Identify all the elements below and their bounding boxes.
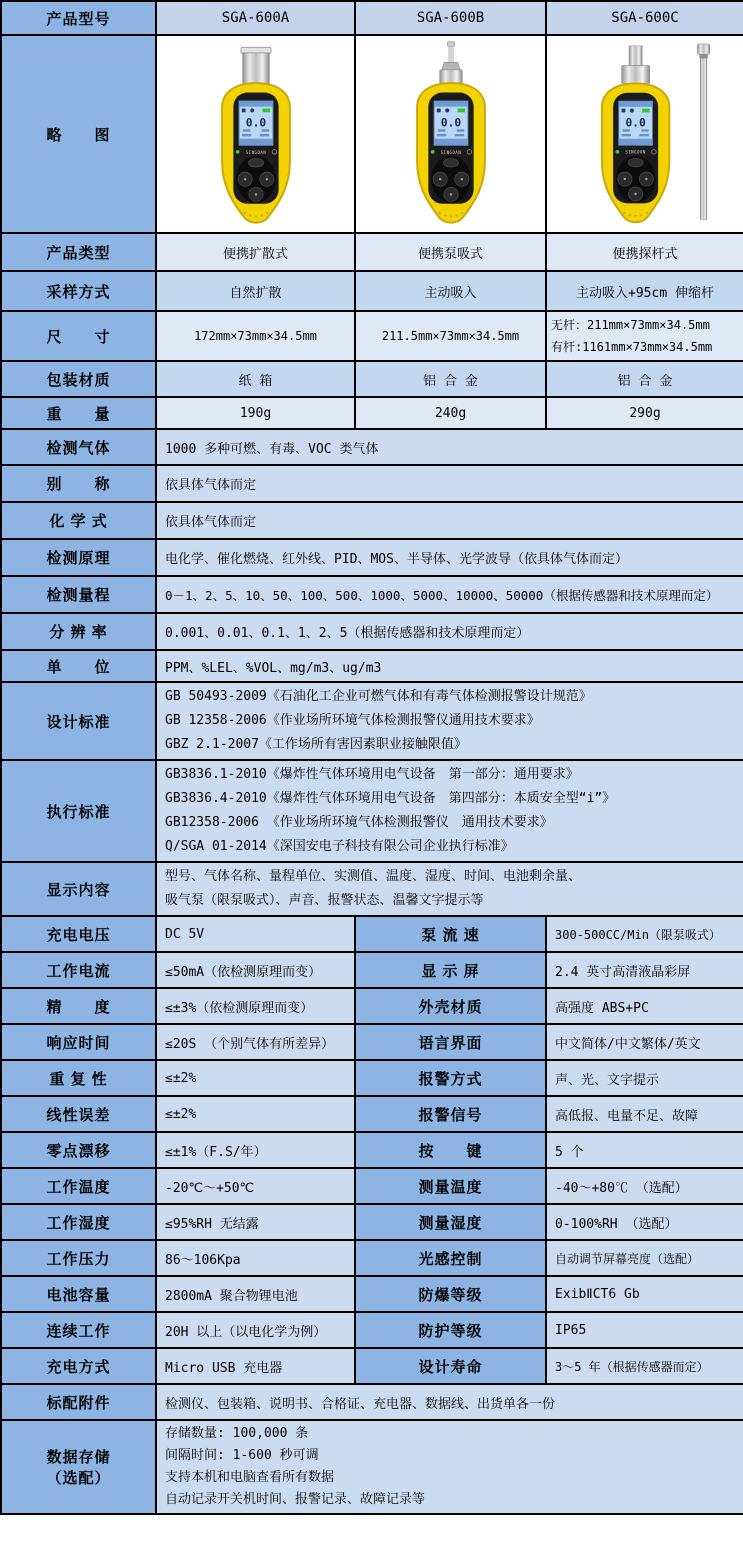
standard-line: GB 12358-2006《作业场所环境气体检测报警仪通用技术要求》 [165,713,540,728]
spec-label: 工作压力 [1,1240,156,1276]
probe-icon [622,46,650,84]
sketch-cell-sga-600c [546,35,743,233]
sketch-row [1,35,743,233]
metal-cap-icon [240,47,270,84]
keypad [431,156,471,203]
spec-value: 声、光、文字提示 [546,1060,743,1096]
spec-label: 电池容量 [1,1276,156,1312]
spec-label [1,1420,156,1514]
row-detect-gas [1,429,743,465]
battery-icon [642,109,650,113]
spec-value: 3～5 年（根据传感器而定） [546,1348,743,1384]
row-zero-drift-buttons [1,1132,743,1168]
spec-label: 显示内容 [1,862,156,916]
spec-value [156,682,743,760]
spec-value: 自动调节屏幕亮度（选配） [546,1240,743,1276]
standard-line: GB3836.4-2010《爆炸性气体环境用电气设备 第四部分：本质安全型“i”》 [165,791,616,806]
spec-label: 设计寿命 [355,1348,546,1384]
row-linearity-alarm-signal [1,1096,743,1132]
spec-value: 主动吸入+95cm 伸缩杆 [546,271,743,311]
dimension-line: 有杆:1161mm×73mm×34.5mm [551,340,713,354]
spec-value: 190g [156,397,355,429]
spec-label: 执行标准 [1,760,156,862]
device-image-sga-600a [190,41,322,227]
spec-label: 工作湿度 [1,1204,156,1240]
spec-label: 重 复 性 [1,1060,156,1096]
row-data-storage [1,1420,743,1514]
spec-value: -40～+80℃ （选配） [546,1168,743,1204]
spec-label: 单 位 [1,650,156,682]
spec-value: ≤±2% [156,1060,355,1096]
spec-value: ≤±3%（依检测原理而变） [156,988,355,1024]
spec-value: 高低报、电量不足、故障 [546,1096,743,1132]
device-image-sga-600c [570,41,720,227]
spec-value: ≤50mA（依检测原理而变） [156,952,355,988]
spec-value: ≤95%RH 无结露 [156,1204,355,1240]
sketch-label: 略 图 [1,35,156,233]
spec-value: Micro USB 充电器 [156,1348,355,1384]
spec-label: 工作温度 [1,1168,156,1204]
spec-value: ≤±1%（F.S/年） [156,1132,355,1168]
spec-label: 标配附件 [1,1384,156,1420]
spec-value: 纸 箱 [156,361,355,397]
spec-value [156,862,743,916]
speaker-icon [622,109,626,113]
row-dimensions [1,311,743,361]
battery-icon [262,109,270,113]
led-indicator [615,150,619,154]
storage-line: 存储数量: 100,000 条 [165,1426,309,1441]
spec-label: 测量湿度 [355,1204,546,1240]
row-working-humidity-measure-humidity [1,1204,743,1240]
model-sga-600c: SGA-600C [546,1,743,35]
spec-value: IP65 [546,1312,743,1348]
brand-text: SINGOAN [625,149,646,155]
speaker-icon [436,109,440,113]
brand-text: SINGOAN [440,149,461,155]
spec-label: 测量温度 [355,1168,546,1204]
pump-probe-icon [439,42,462,83]
row-design-standard [1,682,743,760]
spec-value: ExibⅡCT6 Gb [546,1276,743,1312]
row-battery-explosion-proof [1,1276,743,1312]
device-image-sga-600b [385,41,517,227]
spec-label: 外壳材质 [355,988,546,1024]
spec-value: 5 个 [546,1132,743,1168]
spec-value: 铝 合 金 [546,361,743,397]
row-working-current-display [1,952,743,988]
spec-value: 便携探杆式 [546,233,743,271]
storage-line: 支持本机和电脑查看所有数据 [165,1470,335,1485]
header-row [1,1,743,35]
spec-label: 线性误差 [1,1096,156,1132]
row-exec-standard [1,760,743,862]
spec-label: 连续工作 [1,1312,156,1348]
spec-value: DC 5V [156,916,355,952]
spec-label: 尺 寸 [1,311,156,361]
spec-label: 显 示 屏 [355,952,546,988]
row-accuracy-shell-material [1,988,743,1024]
spec-value: PPM、%LEL、%VOL、mg/m3、ug/m3 [156,650,743,682]
spec-label: 设计标准 [1,682,156,760]
spec-value: 0.001、0.01、0.1、1、2、5（根据传感器和技术原理而定） [156,613,743,650]
spec-value: 2800mA 聚合物锂电池 [156,1276,355,1312]
spec-value: 290g [546,397,743,429]
spec-value: 铝 合 金 [355,361,546,397]
row-repeatability-alarm-mode [1,1060,743,1096]
spec-value: -20℃～+50℃ [156,1168,355,1204]
spec-value: 便携泵吸式 [355,233,546,271]
row-continuous-work-protection [1,1312,743,1348]
row-sampling-method [1,271,743,311]
row-unit [1,650,743,682]
spec-label: 报警方式 [355,1060,546,1096]
model-sga-600a: SGA-600A [156,1,355,35]
row-working-temp-measure-temp [1,1168,743,1204]
fan-icon [445,108,449,112]
spec-label: 检测原理 [1,539,156,576]
spec-label: 充电方式 [1,1348,156,1384]
standard-line: GB 50493-2009《石油化工企业可燃气体和有毒气体检测报警设计规范》 [165,689,592,704]
sketch-cell-sga-600b [355,35,546,233]
spec-value: 0-100%RH （选配） [546,1204,743,1240]
spec-value: 检测仪、包装箱、说明书、合格证、充电器、数据线、出货单各一份 [156,1384,743,1420]
row-charging-voltage-pump-flow [1,916,743,952]
storage-line: 间隔时间: 1-600 秒可调 [165,1448,319,1463]
spec-value [156,760,743,862]
row-alias [1,465,743,502]
keypad [616,156,655,203]
row-resolution [1,613,743,650]
spec-label: 检测量程 [1,576,156,613]
spec-label: 采样方式 [1,271,156,311]
spec-value: 20H 以上（以电化学为例） [156,1312,355,1348]
spec-label: 响应时间 [1,1024,156,1060]
spec-value: ≤20S （个别气体有所差异） [156,1024,355,1060]
spec-value: 300-500CC/Min（限泵吸式） [546,916,743,952]
spec-label: 语言界面 [355,1024,546,1060]
spec-value: 自然扩散 [156,271,355,311]
row-accessories [1,1384,743,1420]
product-model-label: 产品型号 [1,1,156,35]
spec-label: 分 辨 率 [1,613,156,650]
row-detect-principle [1,539,743,576]
spec-value: 172mm×73mm×34.5mm [156,311,355,361]
screen-reading: 0.0 [440,116,461,130]
spec-value: 240g [355,397,546,429]
spec-value: 电化学、催化燃烧、红外线、PID、MOS、半导体、光学波导（依具体气体而定） [156,539,743,576]
brand-text: SINGOAN [245,149,266,155]
spec-label: 按 键 [355,1132,546,1168]
screen-reading: 0.0 [245,116,266,130]
fan-icon [630,109,634,113]
storage-label-line: （选配） [46,1470,111,1487]
spec-label: 泵 流 速 [355,916,546,952]
storage-label-line: 数据存储 [46,1449,111,1466]
screen-reading: 0.0 [625,116,646,130]
spec-value: 0－1、2、5、10、50、100、500、1000、5000、10000、50000（根据传感器和技术原理而定） [156,576,743,613]
row-charging-method-design-life [1,1348,743,1384]
row-working-pressure-light-control [1,1240,743,1276]
spec-value: 高强度 ABS+PC [546,988,743,1024]
standard-line: GB3836.1-2010《爆炸性气体环境用电气设备 第一部分：通用要求》 [165,767,579,782]
spec-value [546,311,743,361]
battery-icon [457,109,465,113]
row-detect-range [1,576,743,613]
spec-label: 光感控制 [355,1240,546,1276]
spec-label: 化 学 式 [1,502,156,539]
keypad [236,156,276,203]
spec-label: 报警信号 [355,1096,546,1132]
standard-line: GBZ 2.1-2007《工作场所有害因素职业接触限值》 [165,737,467,752]
spec-label: 工作电流 [1,952,156,988]
led-indicator [235,150,239,154]
spec-value [156,1420,743,1514]
sketch-cell-sga-600a [156,35,355,233]
row-display-content [1,862,743,916]
row-weight [1,397,743,429]
spec-value: 主动吸入 [355,271,546,311]
spec-value: 依具体气体而定 [156,502,743,539]
display-content-line: 吸气泵（限泵吸式）、声音、报警状态、温馨文字提示等 [165,893,484,908]
spec-value: 便携扩散式 [156,233,355,271]
spec-label: 检测气体 [1,429,156,465]
spec-label: 重 量 [1,397,156,429]
spec-value: 依具体气体而定 [156,465,743,502]
row-chemical-formula [1,502,743,539]
row-response-time-language [1,1024,743,1060]
spec-label: 防护等级 [355,1312,546,1348]
spec-value: 1000 多种可燃、有毒、VOC 类气体 [156,429,743,465]
spec-value: 211.5mm×73mm×34.5mm [355,311,546,361]
telescopic-rod-icon [698,44,710,219]
model-sga-600b: SGA-600B [355,1,546,35]
spec-label: 防爆等级 [355,1276,546,1312]
spec-value: 86～106Kpa [156,1240,355,1276]
dimension-line: 无杆：211mm×73mm×34.5mm [551,318,710,332]
spec-label: 零点漂移 [1,1132,156,1168]
spec-label: 充电电压 [1,916,156,952]
storage-line: 自动记录开关机时间、报警记录、故障记录等 [165,1492,426,1507]
speaker-icon [241,109,245,113]
led-indicator [430,150,434,154]
spec-label: 产品类型 [1,233,156,271]
spec-value: ≤±2% [156,1096,355,1132]
display-content-line: 型号、气体名称、量程单位、实测值、温度、湿度、时间、电池剩余量、 [165,869,582,884]
standard-line: Q/SGA 01-2014《深国安电子科技有限公司企业执行标准》 [165,839,514,854]
spec-value: 中文简体/中文繁体/英文 [546,1024,743,1060]
spec-label: 包装材质 [1,361,156,397]
fan-icon [250,108,254,112]
spec-label: 别 称 [1,465,156,502]
row-product-type [1,233,743,271]
row-packing-material [1,361,743,397]
spec-label: 精 度 [1,988,156,1024]
spec-value: 2.4 英寸高清液晶彩屏 [546,952,743,988]
standard-line: GB12358-2006 《作业场所环境气体检测报警仪 通用技术要求》 [165,815,553,830]
